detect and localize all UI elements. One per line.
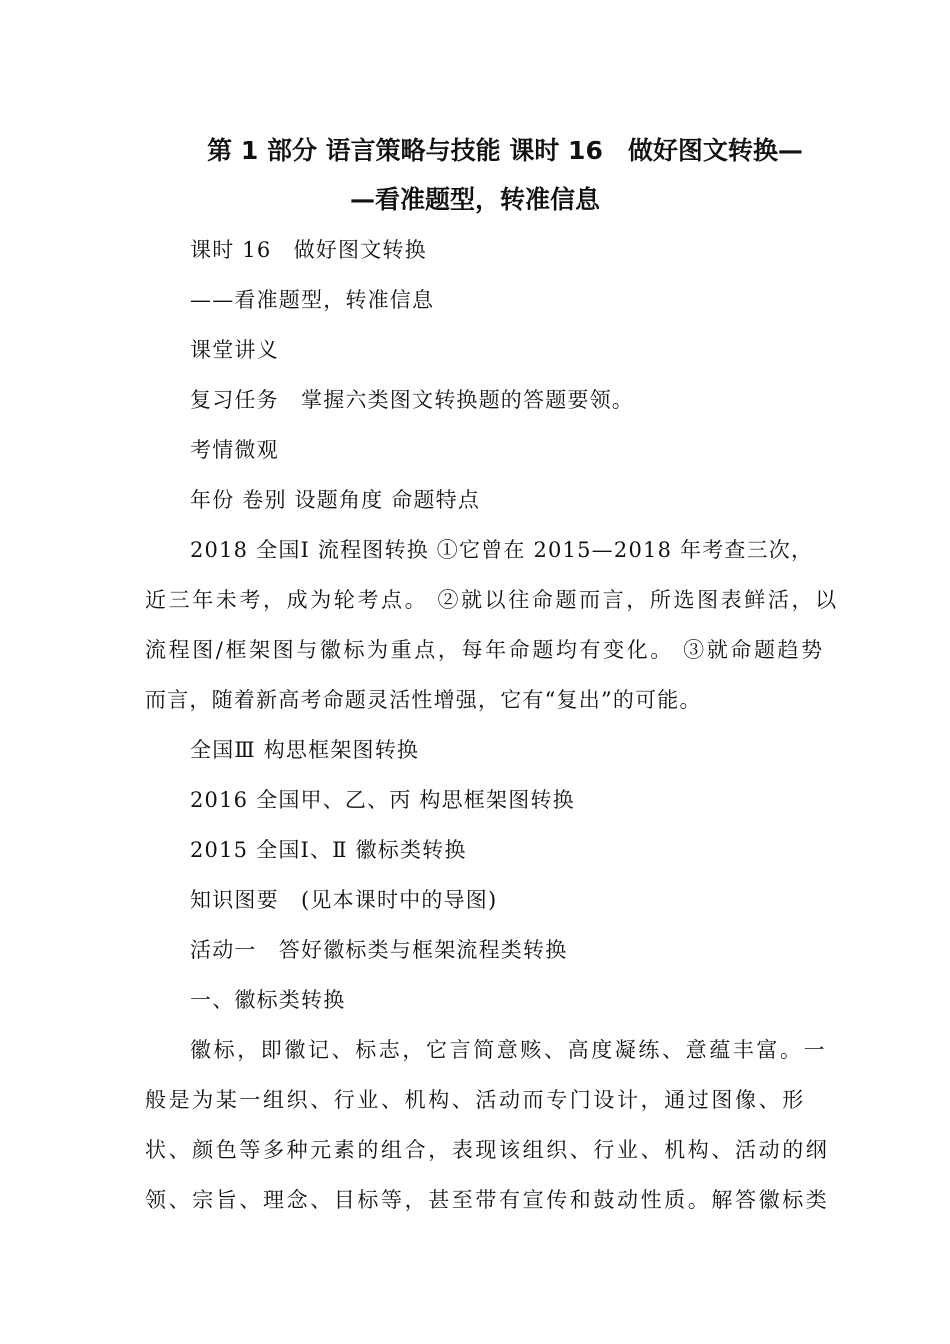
activity-heading: 活动一 答好徽标类与框架流程类转换 — [190, 938, 568, 962]
paragraph-line: 领、宗旨、理念、目标等，甚至带有宣传和鼓动性质。解答徽标类 — [145, 1188, 830, 1212]
subsection-heading: 一、徽标类转换 — [190, 988, 346, 1012]
paragraph-line: 般是为某一组织、行业、机构、活动而专门设计，通过图像、形 — [145, 1088, 806, 1112]
document-title-line-2: —看准题型，转准信息 — [349, 185, 600, 214]
table-row-text: 2016 全国甲、乙、丙 构思框架图转换 — [190, 788, 575, 812]
paragraph-line: 流程图/框架图与徽标为重点，每年命题均有变化。 ③就命题趋势 — [145, 638, 825, 662]
paragraph-line: 而言，随着新高考命题灵活性增强，它有“复出”的可能。 — [145, 688, 702, 712]
document-title-line-1: 第 1 部分 语言策略与技能 课时 16 做好图文转换— — [207, 136, 803, 165]
knowledge-map-text: 知识图要 (见本课时中的导图) — [190, 888, 498, 912]
paragraph-line: 状、颜色等多种元素的组合，表现该组织、行业、机构、活动的纲 — [145, 1138, 830, 1162]
table-header-text: 年份 卷别 设题角度 命题特点 — [190, 488, 481, 512]
lesson-subheading: ——看准题型，转准信息 — [190, 288, 435, 312]
paragraph-line: 徽标，即徽记、标志，它言简意赅、高度凝练、意蕴丰富。一 — [190, 1038, 828, 1062]
paragraph-line: 近三年未考，成为轮考点。 ②就以往命题而言，所选图表鲜活，以 — [145, 588, 839, 612]
section-heading-lecture: 课堂讲义 — [190, 338, 279, 362]
section-heading-exam-overview: 考情微观 — [190, 438, 279, 462]
table-row-text: 2015 全国Ⅰ、Ⅱ 徽标类转换 — [190, 838, 467, 862]
lesson-heading: 课时 16 做好图文转换 — [190, 238, 427, 262]
review-task-text: 复习任务 掌握六类图文转换题的答题要领。 — [190, 388, 634, 412]
table-row-text: 全国Ⅲ 构思框架图转换 — [190, 738, 420, 762]
paragraph-line: 2018 全国Ⅰ 流程图转换 ①它曾在 2015—2018 年考查三次， — [190, 538, 814, 562]
